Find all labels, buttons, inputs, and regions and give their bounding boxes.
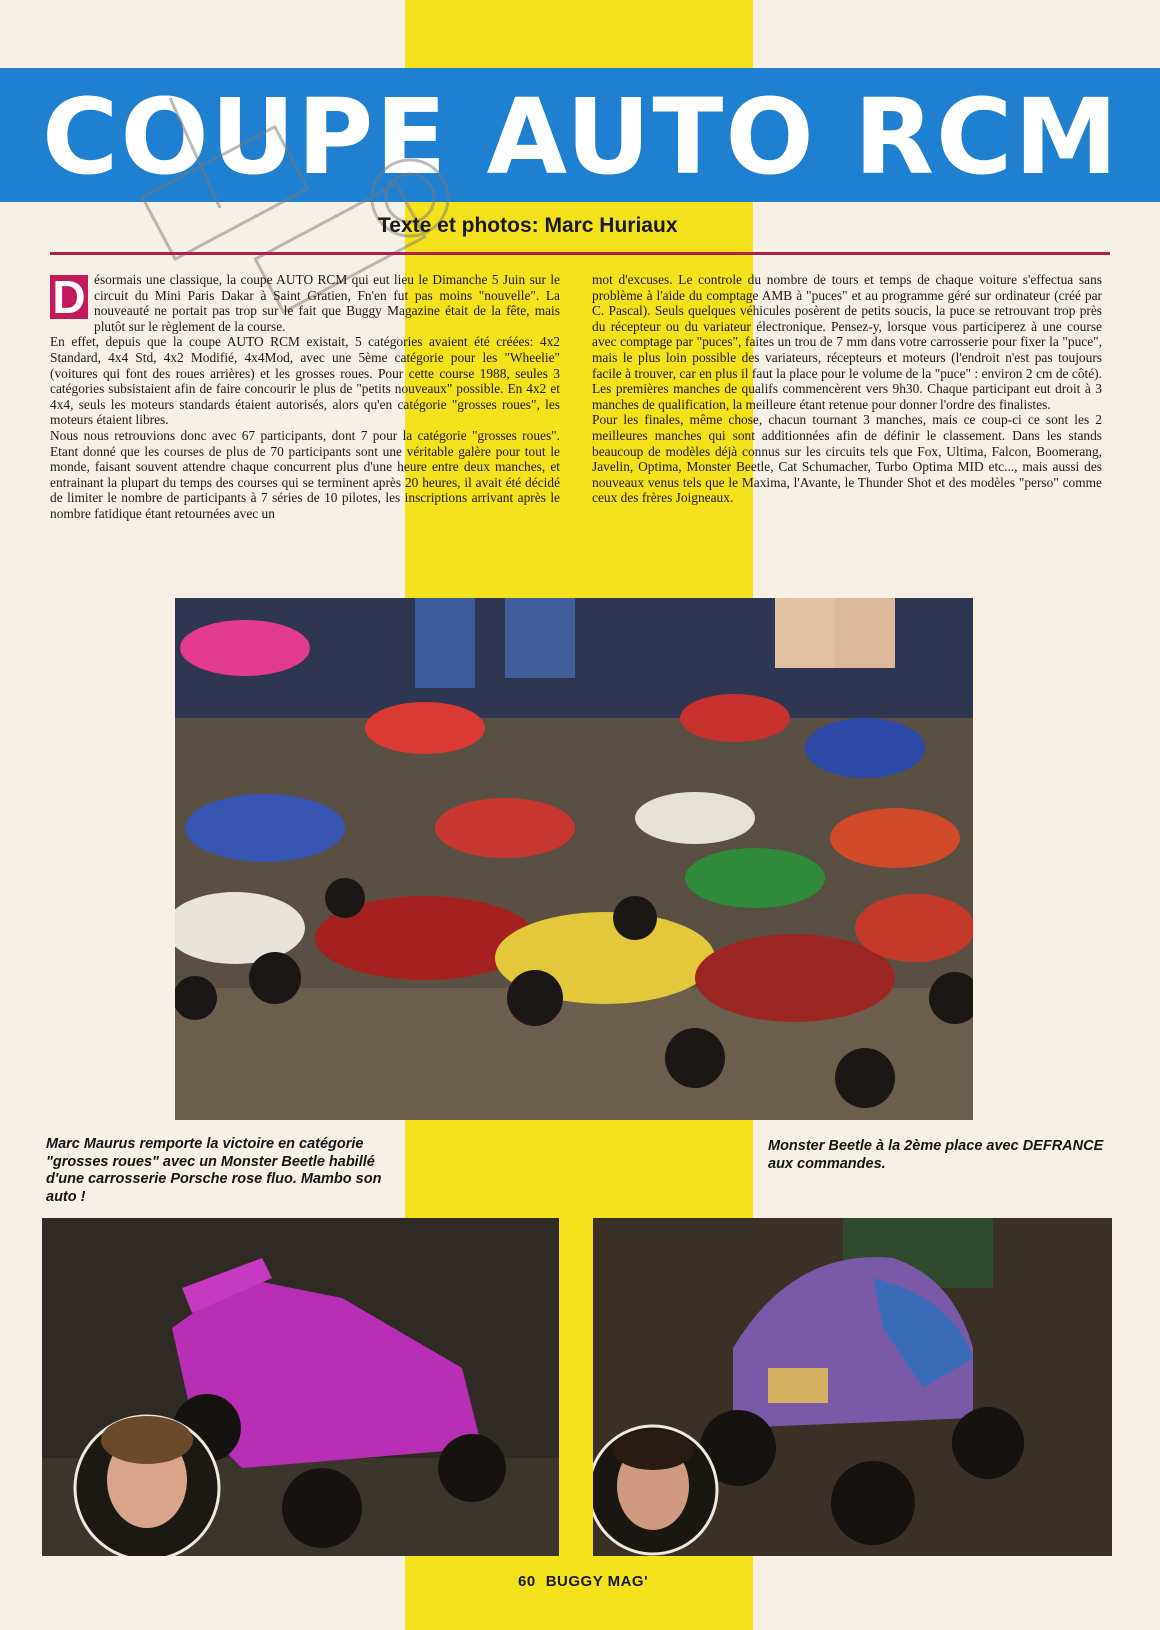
magazine-name: BUGGY MAG': [545, 1573, 649, 1590]
article-column-right: [592, 272, 1102, 506]
drop-cap: D: [50, 275, 88, 319]
paragraph: Pour les finales, même chose, chacun tournant 3 manches, mais ce coup-ci ce sont les 2 meilleures manches qui sont additionnées afin de définir le classement. Dans les stands beaucoup de modèles déjà connus sur les circuits tels que Fox, Ultima, Falcon, Boomerang, Javelin, Optima, Monster Beetle, Cat Schumacher, Turbo Optima MID etc..., mais aussi des nouveaux venus tels que le Maxima, l'Avante, le Thunder Shot et des modèles "perso" comme ceux des frères Joigneaux.: [592, 412, 1102, 506]
photo-caption-left: Marc Maurus remporte la victoire en catégorie "grosses roues" avec un Monster Beetle habillé d'une carrosserie Porsche rose fluo. Mambo son auto !: [46, 1136, 382, 1205]
paragraph: En effet, depuis que la coupe AUTO RCM existait, 5 catégories avaient été créées: 4x2 Standard, 4x4 Std, 4x2 Modifié, 4x4Mod, avec une 5ème catégorie pour les "Wheelie" (voitures qui font des roues arrières) et les grosses roues. Pour cette course 1988, seules 3 catégories subsistaient afin de faire concourir le plus de "petits nouveaux" possible. En 4x2 et 4x4, seuls les moteurs standards étaient autorisés, alors qu'en catégorie "grosses roues", les moteurs étaient libres.: [50, 334, 560, 428]
paragraph: Nous nous retrouvions donc avec 67 participants, dont 7 pour la catégorie "grosses roues". Etant donné que les courses de plus de 70 participants sont une véritable galère pour tout le monde, faisant souvent attendre chaque concurrent plus d'une heure entre deux manches, et entrainant la plupart du temps des courses qui se terminent après 20 heures, il avait été décidé de limiter le nombre de participants à 7 séries de 10 pilotes, les inscriptions arrivant après le nombre fatidique étant retournées avec un: [50, 427, 560, 521]
paragraph: mot d'excuses. Le controle du nombre de tours et temps de chaque voiture s'effectua sans problème à l'aide du comptage AMB à "puces" et au programme géré sur ordinateur (créé par C. Pascal). Seuls quelques véhicules posèrent de petits soucis, la puce se retrouvant trop près du récepteur ou du variateur électronique. Pensez-y, lorsque vous participerez à une course avec comptage par "puces", faites un trou de 7 mm dans votre carrosserie pour fixer la "puce", mais le plus loin possible des variateurs, récepteurs et moteurs (l'endroit n'est pas toujours facile à trouver, car en plus il faut la place pour le volume de la "puce" : environ 2 cm de côté). Les premières manches de qualifs commencèrent vers 9h30. Chaque participant eut droit à 3 manches de qualification, la meilleure étant retenue pour donner l'ordre des finalistes.: [592, 272, 1102, 412]
photo-pink-monster-truck: [42, 1218, 559, 1556]
article-credit: Texte et photos: Marc Huriaux: [378, 214, 678, 237]
paragraph: ésormais une classique, la coupe AUTO RCM qui eut lieu le Dimanche 5 Juin sur le circuit du Mini Paris Dakar à Saint Gratien, Fn'en fut pas moins "nouvelle". La nouveauté ne portait pas trop sur le fait que Buggy Magazine était de la fête, mais plutôt sur le règlement de la course.: [94, 272, 560, 334]
photo-caption-right: Monster Beetle à la 2ème place avec DEFRANCE aux commandes.: [768, 1138, 1104, 1172]
photo-monster-beetle: [593, 1218, 1112, 1556]
page-footer: [518, 1573, 658, 1590]
divider-rule: [50, 252, 1110, 255]
photo-buggies-lineup: [175, 598, 973, 1120]
page-number: 60: [518, 1573, 536, 1590]
page-title: COUPE AUTO RCM: [42, 78, 1120, 196]
article-column-left: [50, 272, 560, 522]
